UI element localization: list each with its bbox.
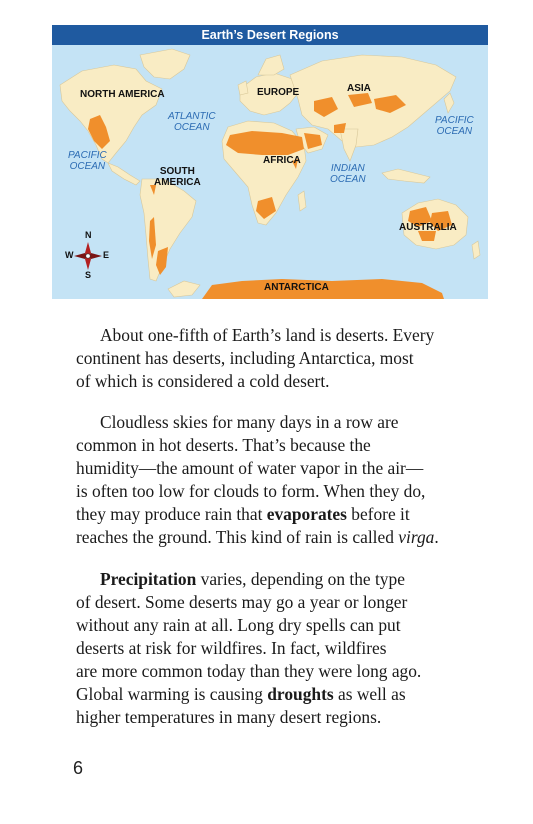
new-zealand-landmass [472,241,480,259]
p3-line-7: higher temperatures in many desert regions. [76,707,382,727]
compass-n: N [85,230,92,240]
p3-line-5: are more common today than they were long ago. [76,661,422,681]
p3-line-3: without any rain at all. Long dry spells can put [76,615,401,635]
term-precipitation: Precipitation [100,569,197,589]
paragraph-3 [76,568,476,729]
p3-line-2: of desert. Some deserts may go a year or longer [76,592,408,612]
indonesia-landmass [382,169,430,183]
term-droughts: droughts [267,684,334,704]
compass-e: E [103,250,110,260]
uk-landmass [238,81,248,95]
paragraph-1 [76,324,476,393]
paragraph-2 [76,411,476,549]
label-asia: ASIA [347,83,371,94]
japan-landmass [444,93,454,113]
desert-regions-map [52,25,488,299]
antarctic-peninsula [168,281,200,297]
label-south-america: SOUTH AMERICA [154,166,201,188]
term-virga: virga [398,527,435,547]
north-america-landmass [60,65,162,163]
map-title: Earth’s Desert Regions [52,25,488,45]
page-number: 6 [73,758,84,778]
label-europe: EUROPE [257,87,300,98]
p2-line-2: common in hot deserts. That’s because the [76,435,371,455]
label-australia: AUSTRALIA [399,222,457,233]
p3-line-1: Precipitation varies, depending on the type [100,569,405,589]
world-map-graphic [52,45,488,299]
label-atlantic-ocean: ATLANTIC OCEAN [168,111,216,133]
p2-line-6: reaches the ground. This kind of rain is called virga. [76,527,439,547]
scandinavia-landmass [258,55,284,75]
madagascar-landmass [298,191,306,211]
south-america-landmass [140,179,196,281]
compass-rose [65,230,111,280]
p2-line-4: is often too low for clouds to form. When they do, [76,481,426,501]
label-north-america: NORTH AMERICA [80,89,165,100]
label-pacific-ocean-west: PACIFIC OCEAN [68,150,107,172]
greenland-landmass [140,49,190,79]
p2-line-1: Cloudless skies for many days in a row are [100,412,399,432]
p1-line-3: of which is considered a cold desert. [76,371,330,391]
compass-w: W [65,250,74,260]
p3-line-6: Global warming is causing droughts as well as [76,684,406,704]
label-antarctica: ANTARCTICA [264,282,329,293]
p2-line-3: humidity—the amount of water vapor in the air— [76,458,424,478]
p1-line-1: About one-fifth of Earth’s land is deserts. Every [100,325,435,345]
india-landmass [340,129,358,161]
label-indian-ocean: INDIAN OCEAN [330,163,366,185]
p3-line-4: deserts at risk for wildfires. In fact, wildfires [76,638,387,658]
label-pacific-ocean-east: PACIFIC OCEAN [435,115,474,137]
central-america-landmass [108,163,140,185]
term-evaporates: evaporates [266,504,347,524]
compass-s: S [85,270,92,280]
p2-line-5: they may produce rain that evaporates before it [76,504,410,524]
label-africa: AFRICA [263,155,301,166]
p1-line-2: continent has deserts, including Antarctica, most [76,348,414,368]
